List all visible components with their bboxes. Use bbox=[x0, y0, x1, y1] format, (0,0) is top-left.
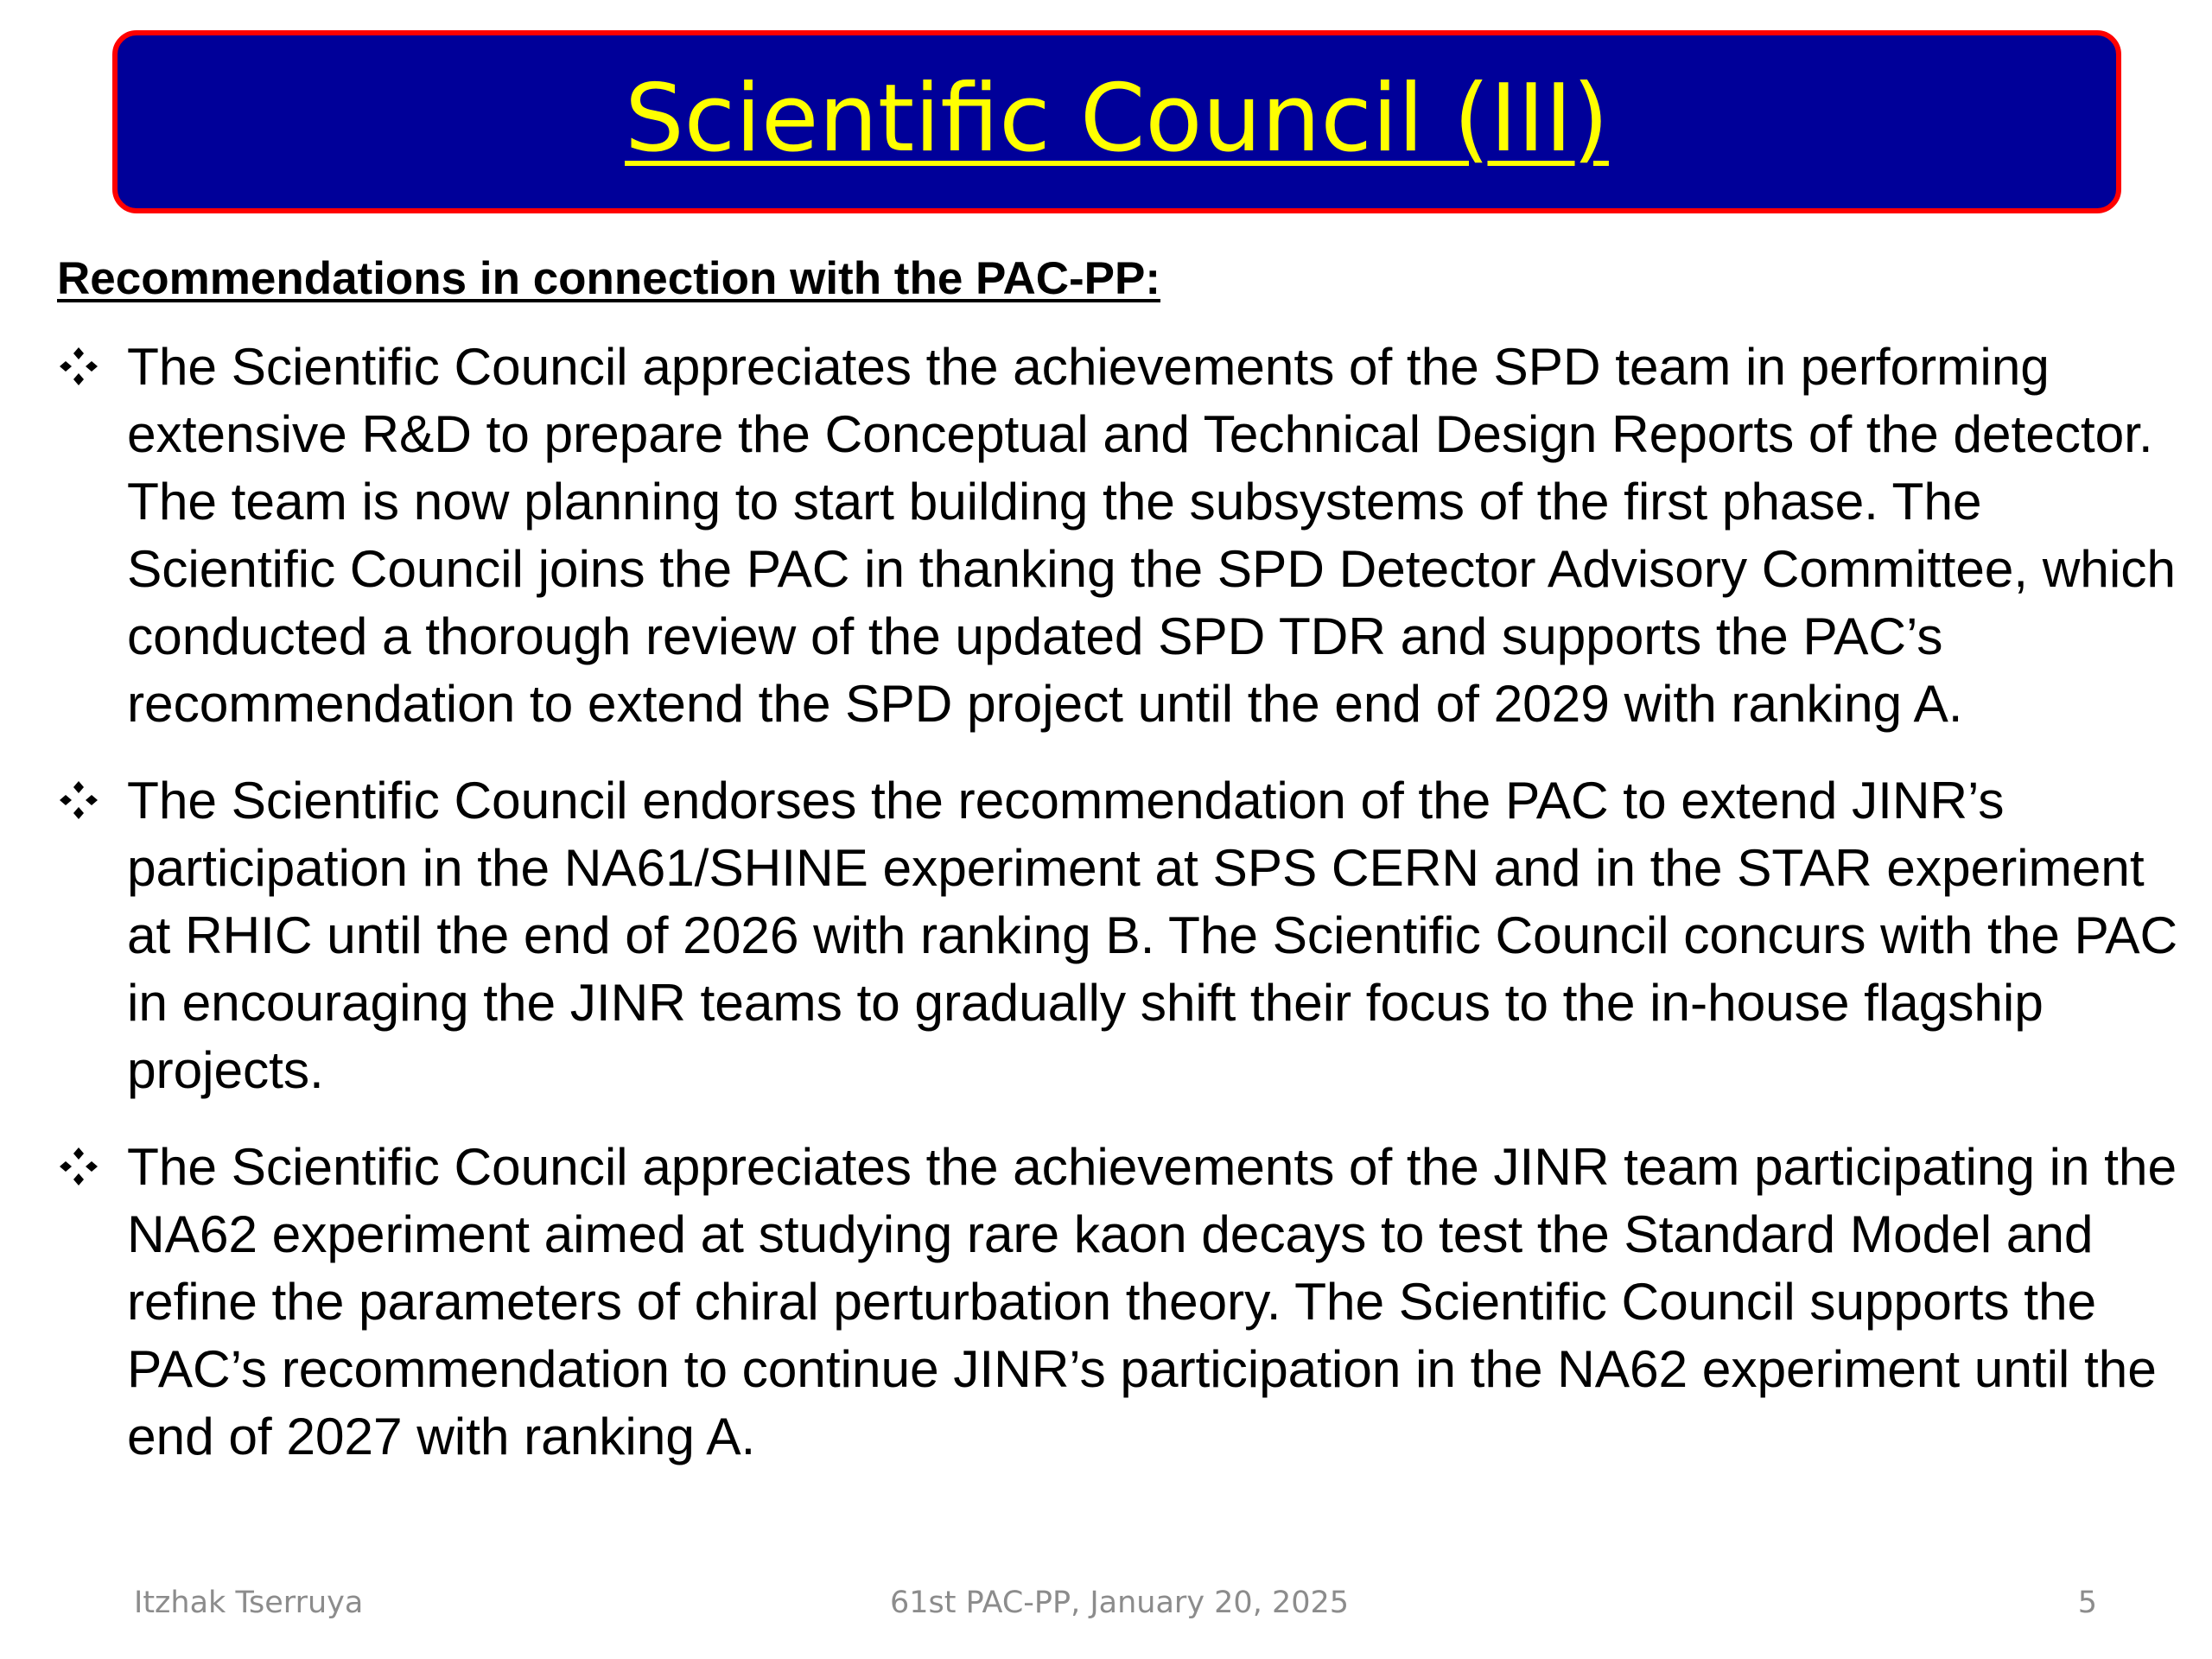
four-diamond-icon bbox=[57, 1145, 100, 1188]
recommendation-list bbox=[57, 333, 2191, 1470]
four-diamond-icon bbox=[57, 779, 100, 822]
section-subheading: Recommendations in connection with the PAC-PP: bbox=[57, 253, 1160, 304]
four-diamond-icon bbox=[57, 345, 100, 388]
recommendation-item bbox=[57, 333, 2191, 737]
footer-author: Itzhak Tserruya bbox=[134, 1586, 364, 1620]
recommendation-item bbox=[57, 766, 2191, 1103]
footer-page-number: 5 bbox=[2077, 1586, 2097, 1620]
recommendation-text: The Scientific Council appreciates the achievements of the SPD team in performing extensive R&D to prepare the Conceptual and Technical Design Reports of the detector. The team is now planning to start building the subsystems of the first phase. The Scientific Council joins the PAC in thanking the SPD Detector Advisory Committee, which conducted a thorough review of the updated SPD TDR and supports the PAC’s recommendation to extend the SPD project until the end of 2029 with ranking A. bbox=[127, 337, 2176, 733]
recommendation-item bbox=[57, 1133, 2191, 1470]
footer-event: 61st PAC-PP, January 20, 2025 bbox=[890, 1586, 1350, 1620]
recommendation-text: The Scientific Council endorses the recommendation of the PAC to extend JINR’s participation in the NA61/SHINE experiment at SPS CERN and in the STAR experiment at RHIC until the end of 2026 with ranking B. The Scientific Council concurs with the PAC in encouraging the JINR teams to gradually shift their focus to the in-house flagship projects. bbox=[127, 771, 2178, 1099]
recommendation-text: The Scientific Council appreciates the achievements of the JINR team participating in the NA62 experiment aimed at studying rare kaon decays to test the Standard Model and refine the parameters of chiral perturbation theory. The Scientific Council supports the PAC’s recommendation to continue JINR’s participation in the NA62 experiment until the end of 2027 with ranking A. bbox=[127, 1137, 2177, 1465]
slide-title: Scientific Council (III) bbox=[625, 65, 1609, 173]
title-banner bbox=[112, 30, 2121, 213]
